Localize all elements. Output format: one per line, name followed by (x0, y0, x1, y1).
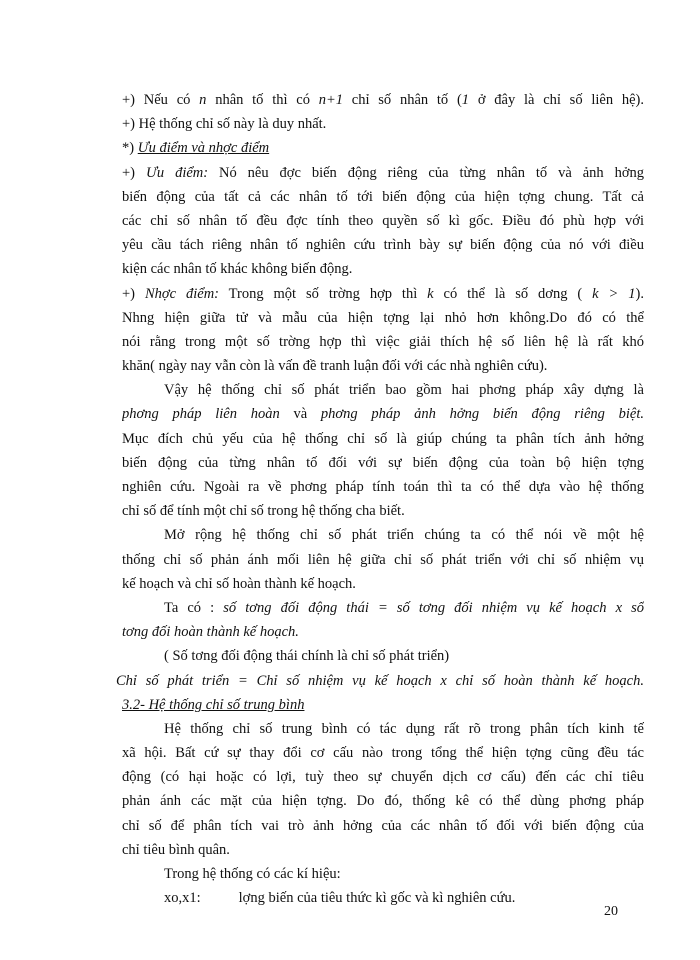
text-line: xo,x1: lợng biến của tiêu thức kì gốc và kì nghiên cứu. (164, 890, 516, 907)
text-line: Mở rộng hệ thống chỉ số phát triển chúng ta có thể nói về một hệ (164, 527, 644, 544)
text-line: yêu cầu tách riêng nhân tố nghiên cứu trình bày sự biến động của nó với điều (122, 237, 644, 254)
text-line: ( Số tơng đối động thái chính là chỉ số phát triển) (164, 648, 450, 665)
text-line: Nhng hiện giữa tử và mẫu của hiện tợng lại nhỏ hơn không.Do đó có thể (122, 309, 644, 326)
text-line: thống chỉ số phản ánh mối liên hệ giữa chỉ số phát triển với chỉ số nhiệm vụ (122, 551, 644, 568)
text-line: biến động của tất cả các nhân tố tới biến động của hiện tợng chung. Tất cả (122, 188, 644, 205)
text-line: Mục đích chủ yếu của hệ thống chỉ số là giúp chúng ta phân tích ảnh hởng (122, 430, 644, 447)
text-line: động (có hại hoặc có lợi, tuỳ theo sự chuyển dịch cơ cấu) đến các chỉ tiêu (122, 769, 644, 786)
text-line: nói rằng trong một số trờng hợp thì việc giải thích hệ số liên hệ là rất khó (122, 333, 644, 350)
page-number: 20 (604, 904, 618, 919)
text-line: Ta có : số tơng đối động thái = số tơng đối nhiệm vụ kế hoạch x số (164, 599, 644, 616)
text-line: chỉ số để tính một chỉ số trong hệ thống cha biết. (122, 503, 405, 520)
text-line: kế hoạch và chỉ số hoàn thành kế hoạch. (122, 575, 356, 592)
text-line: +) Ưu điểm: Nó nêu đợc biến động riêng của từng nhân tố và ảnh hởng (122, 164, 644, 181)
text-line: +) Hệ thống chỉ số này là duy nhất. (122, 116, 327, 133)
text-line: Vậy hệ thống chỉ số phát triển bao gồm hai phơng pháp xây dựng là (164, 382, 644, 399)
text-line: chỉ tiêu bình quân. (122, 841, 230, 858)
text-line: +) Nhợc điểm: Trong một số trờng hợp thì k có thể là số dơng ( k > 1). (122, 285, 644, 302)
text-line: biến động của từng nhân tố đối với sự biến động của toàn bộ hiện tợng (122, 454, 644, 471)
text-line: phơng pháp liên hoàn và phơng pháp ảnh hởng biến động riêng biệt. (122, 406, 644, 423)
section-heading: 3.2- Hệ thống chỉ số trung bình (122, 696, 305, 713)
formula-line: Chỉ số phát triển = Chỉ số nhiệm vụ kế hoạch x chỉ số hoàn thành kế hoạch. (116, 672, 644, 689)
text-line: nghiên cứu. Ngoài ra về phơng pháp tính toán thì ta có thể dựa vào hệ thống (122, 479, 644, 495)
text-line: kiện các nhân tố khác không biến động. (122, 261, 353, 278)
section-heading: *) Ưu điểm và nhợc điểm (122, 140, 270, 157)
text-line: khăn( ngày nay vẫn còn là vấn đề tranh luận đối với các nhà nghiên cứu). (122, 358, 548, 375)
text-line: xã hội. Bất cứ sự thay đổi cơ cấu nào trong tổng thể hiện tợng cũng đều tác (122, 745, 644, 762)
document-body (116, 88, 644, 910)
text-line: chỉ số để phân tích vai trò ảnh hởng của các nhân tố đối với biến động của (122, 817, 644, 834)
text-line: +) Nếu có n nhân tố thì có n+1 chỉ số nhân tố (1 ở đây là chỉ số liên hệ). (122, 92, 644, 108)
text-line: các chỉ số nhân tố đều đợc tính theo quyền số kì gốc. Điều đó phù hợp với (122, 212, 644, 229)
text-line: Hệ thống chỉ số trung bình có tác dụng rất rõ trong phân tích kinh tế (164, 720, 644, 737)
text-line: tơng đối hoàn thành kế hoạch. (122, 624, 299, 641)
text-line: phản ánh các mặt của hiện tợng. Do đó, thống kê có thể dùng phơng pháp (122, 793, 644, 810)
text-line: Trong hệ thống có các kí hiệu: (164, 866, 341, 882)
